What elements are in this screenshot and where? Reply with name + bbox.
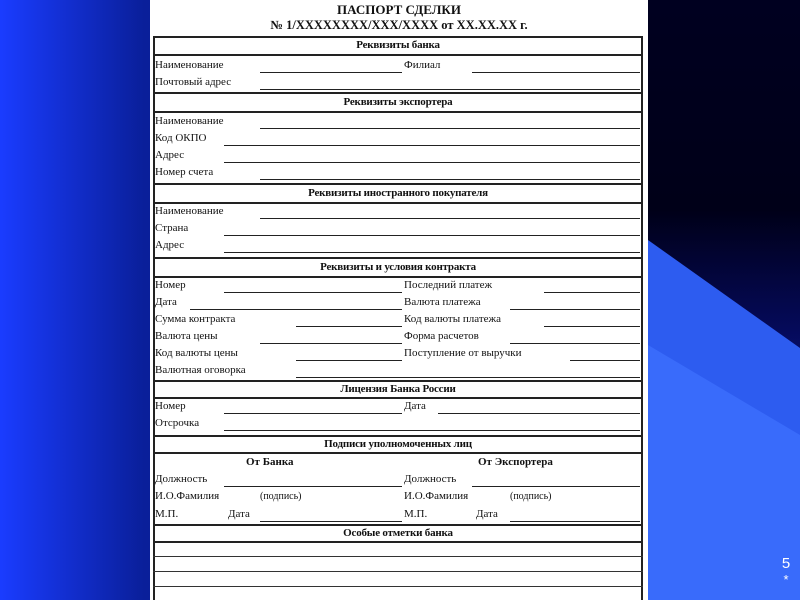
exporter-sign-date-label: Дата (476, 508, 498, 520)
divider (153, 202, 643, 204)
section-bank-header: Реквизиты банка (356, 39, 440, 51)
bank-sign-date-label: Дата (228, 508, 250, 520)
bank-sign-date-line (260, 521, 402, 522)
notes-line (153, 556, 643, 557)
contract-payment-currency-label: Валюта платежа (404, 296, 481, 308)
bank-position-line (224, 486, 402, 487)
exporter-fullname-label: И.О.Фамилия (404, 490, 469, 502)
buyer-address-line (224, 252, 640, 253)
section-license-header: Лицензия Банка России (340, 383, 456, 395)
contract-payment-form-line (510, 343, 640, 344)
contract-payment-code-label: Код валюты платежа (404, 313, 502, 325)
section-buyer-header: Реквизиты иностранного покупателя (308, 187, 488, 199)
divider (153, 257, 643, 259)
contract-price-currency-label: Валюта цены (155, 330, 218, 342)
license-number-label: Номер (155, 400, 186, 412)
divider (153, 541, 643, 543)
document-page (150, 0, 648, 600)
buyer-country-label: Страна (155, 222, 189, 234)
contract-price-currency-line (260, 343, 402, 344)
contract-date-label: Дата (155, 296, 177, 308)
contract-last-payment-label: Последний платеж (404, 279, 493, 291)
contract-price-code-line (296, 360, 402, 361)
license-date-label: Дата (404, 400, 426, 412)
section-signatures-header: Подписи уполномоченных лиц (324, 438, 472, 450)
contract-amount-line (296, 326, 402, 327)
bank-name-line (260, 72, 402, 73)
license-deferral-line (224, 430, 640, 431)
from-exporter-heading: От Экспортера (478, 456, 553, 468)
divider (153, 397, 643, 399)
contract-last-payment-line (544, 292, 640, 293)
bank-fullname-label: И.О.Фамилия (155, 490, 220, 502)
exporter-signature-label: (подпись) (510, 491, 552, 502)
bank-seal-label: М.П. (155, 508, 179, 520)
exporter-position-line (472, 486, 640, 487)
bank-branch-line (472, 72, 640, 73)
buyer-name-line (260, 218, 640, 219)
from-bank-heading: От Банка (246, 456, 294, 468)
divider (153, 276, 643, 278)
divider (153, 183, 643, 185)
section-notes-header: Особые отметки банка (343, 527, 453, 539)
divider (153, 380, 643, 382)
divider (153, 452, 643, 454)
exporter-position-label: Должность (404, 473, 457, 485)
exporter-okpo-line (224, 145, 640, 146)
contract-revenue-label: Поступление от выручки (404, 347, 522, 359)
exporter-seal-label: М.П. (404, 508, 428, 520)
exporter-account-line (260, 179, 640, 180)
bank-signature-label: (подпись) (260, 491, 302, 502)
bank-name-label: Наименование (155, 59, 224, 71)
slide-number (776, 556, 796, 588)
contract-payment-code-line (544, 326, 640, 327)
exporter-account-label: Номер счета (155, 166, 214, 178)
divider (153, 435, 643, 437)
section-contract-header: Реквизиты и условия контракта (320, 261, 476, 273)
exporter-okpo-label: Код ОКПО (155, 132, 207, 144)
contract-currency-clause-line (296, 377, 640, 378)
bank-branch-label: Филиал (404, 59, 441, 71)
contract-payment-form-label: Форма расчетов (404, 330, 479, 342)
license-number-line (224, 413, 402, 414)
contract-date-line (190, 309, 402, 310)
document-title: ПАСПОРТ СДЕЛКИ (337, 2, 461, 17)
slide-number-value: 5 (781, 555, 791, 572)
contract-currency-clause-label: Валютная оговорка (155, 364, 246, 376)
exporter-address-label: Адрес (155, 149, 185, 161)
buyer-country-line (224, 235, 640, 236)
contract-number-label: Номер (155, 279, 186, 291)
bank-postal-line (260, 89, 640, 90)
slide-marker: * (783, 572, 789, 587)
notes-line (153, 571, 643, 572)
buyer-address-label: Адрес (155, 239, 185, 251)
divider (153, 111, 643, 113)
license-deferral-label: Отсрочка (155, 417, 200, 429)
exporter-address-line (224, 162, 640, 163)
document-number-line: № 1/XXXXXXXX/XXX/XXXX от XX.XX.XX г. (270, 18, 528, 32)
divider (153, 524, 643, 526)
license-date-line (438, 413, 640, 414)
exporter-name-label: Наименование (155, 115, 224, 127)
notes-line (153, 586, 643, 587)
bank-position-label: Должность (155, 473, 208, 485)
divider (153, 54, 643, 56)
contract-payment-currency-line (510, 309, 640, 310)
contract-amount-label: Сумма контракта (155, 313, 236, 325)
contract-revenue-line (570, 360, 640, 361)
contract-number-line (224, 292, 402, 293)
section-exporter-header: Реквизиты экспортера (343, 96, 453, 108)
bank-postal-label: Почтовый адрес (155, 76, 232, 88)
exporter-name-line (260, 128, 640, 129)
divider (153, 92, 643, 94)
buyer-name-label: Наименование (155, 205, 224, 217)
exporter-sign-date-line (510, 521, 640, 522)
contract-price-code-label: Код валюты цены (155, 347, 238, 359)
